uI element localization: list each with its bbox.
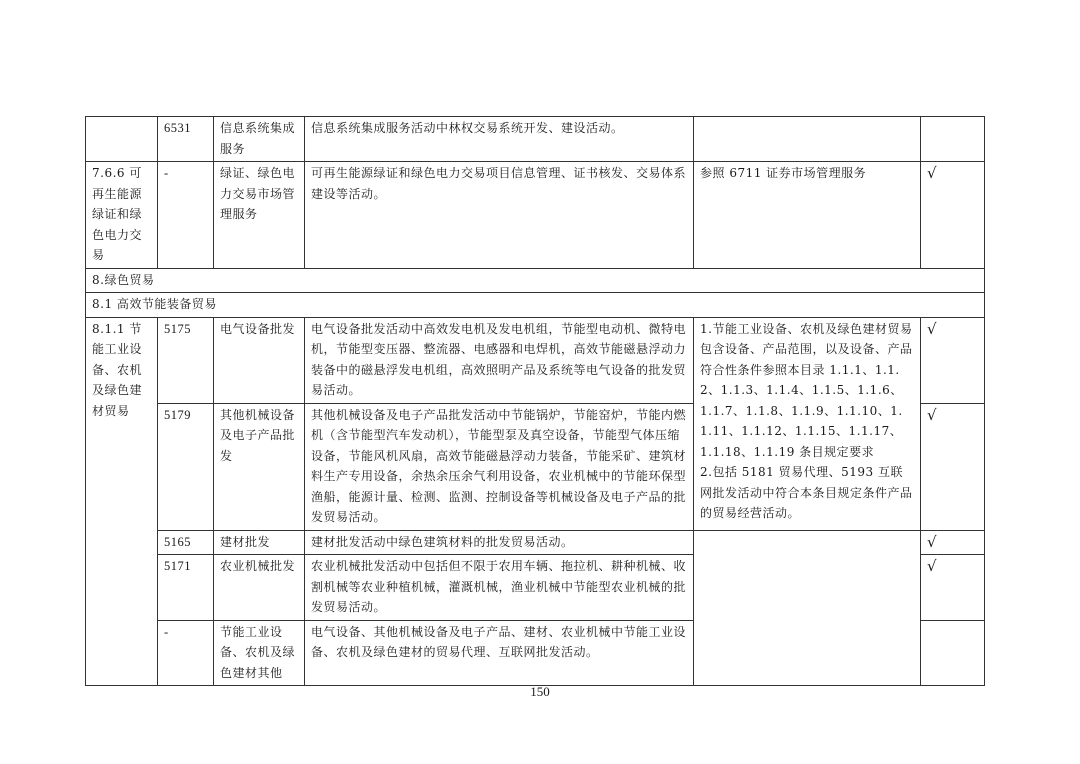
section-row bbox=[86, 268, 985, 293]
check-mark: √ bbox=[921, 162, 985, 269]
industry-code-cell: - bbox=[158, 162, 214, 269]
industry-name-cell: 绿证、绿色电力交易市场管理服务 bbox=[214, 162, 305, 269]
page-number: 150 bbox=[530, 684, 550, 699]
industry-code-cell: 5175 bbox=[158, 317, 214, 403]
industry-code-cell: 5179 bbox=[158, 403, 214, 530]
category-cell: 8.1.1 节能工业设备、农机及绿色建材贸易 bbox=[86, 317, 158, 686]
table-row bbox=[86, 317, 985, 403]
industry-code-cell: - bbox=[158, 620, 214, 686]
description-cell: 信息系统集成服务活动中林权交易系统开发、建设活动。 bbox=[305, 117, 694, 162]
description-cell: 农业机械批发活动中包括但不限于农用车辆、拖拉机、耕种机械、收割机械等农业种植机械，灌溉机械，渔业机械中节能型农业机械的批发贸易活动。 bbox=[305, 555, 694, 621]
industry-code-cell: 5171 bbox=[158, 555, 214, 621]
table-row bbox=[86, 117, 985, 162]
check-mark: √ bbox=[921, 555, 985, 621]
industry-name-cell: 电气设备批发 bbox=[214, 317, 305, 403]
catalog-table bbox=[85, 116, 985, 686]
description-cell: 其他机械设备及电子产品批发活动中节能锅炉，节能窑炉，节能内燃机（含节能型汽车发动机），节能型泵及真空设备，节能型气体压缩设备，节能风机风扇，高效节能磁悬浮动力装备，节能采矿、建筑材料生产专用设备，余热余压余气利用设备，农业机械中的节能环保型渔船，能源计量、检测、监测、控制设备等机械设备及电子产品的批发贸易活动。 bbox=[305, 403, 694, 530]
industry-name-cell: 农业机械批发 bbox=[214, 555, 305, 621]
section-row bbox=[86, 293, 985, 318]
note-cell bbox=[694, 530, 921, 686]
category-cell: 7.6.6 可再生能源绿证和绿色电力交易 bbox=[86, 162, 158, 269]
description-cell: 可再生能源绿证和绿色电力交易项目信息管理、证书核发、交易体系建设等活动。 bbox=[305, 162, 694, 269]
description-cell: 电气设备批发活动中高效发电机及发电机组，节能型电动机、微特电机，节能型变压器、整流器、电感器和电焊机，高效节能磁悬浮动力装备中的磁悬浮发电机组，高效照明产品及系统等电气设备的批发贸易活动。 bbox=[305, 317, 694, 403]
description-cell: 建材批发活动中绿色建筑材料的批发贸易活动。 bbox=[305, 530, 694, 555]
note-cell bbox=[694, 317, 921, 530]
industry-name-cell: 节能工业设备、农机及绿色建材其他 bbox=[214, 620, 305, 686]
industry-code-cell: 6531 bbox=[158, 117, 214, 162]
description-cell: 电气设备、其他机械设备及电子产品、建材、农业机械中节能工业设备、农机及绿色建材的贸易代理、互联网批发活动。 bbox=[305, 620, 694, 686]
category-cell bbox=[86, 117, 158, 162]
note-paragraph: 1.节能工业设备、农机及绿色建材贸易包含设备、产品范围，以及设备、产品符合性条件参照本目录 1.1.1、1.1.2、1.1.3、1.1.4、1.1.5、1.1.6、1.1.7、1.1.8、1.1.9、1.1.10、1.1.11、1.1.12、1.1.15、1.1.17、1.1.18、1.1.19 条目规定要求 bbox=[700, 321, 913, 459]
industry-name-cell: 信息系统集成服务 bbox=[214, 117, 305, 162]
check-mark: √ bbox=[921, 317, 985, 403]
note-cell bbox=[694, 117, 921, 162]
industry-code-cell: 5165 bbox=[158, 530, 214, 555]
table-row bbox=[86, 530, 985, 555]
check-mark: √ bbox=[921, 403, 985, 530]
table-row bbox=[86, 162, 985, 269]
check-cell bbox=[921, 620, 985, 686]
subsection-heading: 8.1 高效节能装备贸易 bbox=[86, 293, 985, 318]
check-cell bbox=[921, 117, 985, 162]
check-mark: √ bbox=[921, 530, 985, 555]
note-cell: 参照 6711 证券市场管理服务 bbox=[694, 162, 921, 269]
note-paragraph: 2.包括 5181 贸易代理、5193 互联网批发活动中符合本条目规定条件产品的贸易经营活动。 bbox=[700, 465, 913, 520]
section-heading: 8.绿色贸易 bbox=[86, 268, 985, 293]
industry-name-cell: 建材批发 bbox=[214, 530, 305, 555]
industry-name-cell: 其他机械设备及电子产品批发 bbox=[214, 403, 305, 530]
